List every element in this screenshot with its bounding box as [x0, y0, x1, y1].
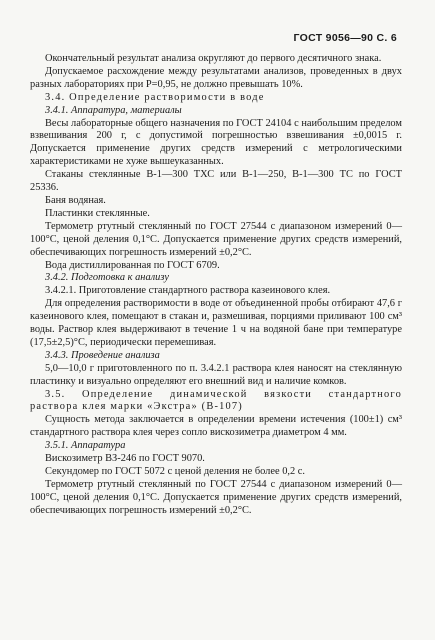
document-body — [30, 53, 402, 518]
paragraph: Окончательный результат анализа округляют до первого десятичного знака. — [45, 53, 382, 64]
page-header: ГОСТ 9056—90 С. 6 — [293, 32, 397, 44]
paragraph: Сущность метода заключается в определении времени истечения (100±1) см³ стандартного раствора клея через сопло вискозиметра диаметром 4 мм. — [30, 414, 402, 439]
paragraph: Для определения растворимости в воде от объединенной пробы отбирают 47,6 г казеинового клея, помещают в стакан и, размешивая, порциями приливают 100 см³ воды. Раствор клея выдерживают в течение 1 ч на водяной бане при температуре (17,5±2,5)°С, периодически перемешивая. — [30, 298, 402, 348]
paragraph: Термометр ртутный стеклянный по ГОСТ 27544 с диапазоном измерений 0—100°С, ценой деления 0,1°С. Допускается применение других средств измерений, обеспечивающих погрешность измерений ±0,2°С. — [30, 220, 402, 258]
paragraph: Вискозиметр ВЗ-246 по ГОСТ 9070. — [45, 453, 205, 465]
subsection-heading: 3.4.1. Аппаратура, материалы — [45, 104, 182, 116]
paragraph: Вода дистиллированная по ГОСТ 6709. — [45, 259, 220, 271]
paragraph: Термометр ртутный стеклянный по ГОСТ 27544 с диапазоном измерений 0—100°С, ценой деления 0,1°С. Допускается применение других средств измерений, обеспечивающих погрешность измерений ±0,2°С. — [30, 478, 402, 516]
paragraph: Секундомер по ГОСТ 5072 с ценой деления не более 0,2 с. — [45, 466, 305, 477]
subsection-heading: 3.4.3. Проведение анализа — [45, 349, 160, 361]
section-heading: 3.5. Определение динамической вязкости стандартного раствора клея марки «Экстра» (В-107) — [30, 388, 402, 413]
paragraph: 3.4.2.1. Приготовление стандартного раствора казеинового клея. — [45, 285, 331, 297]
subsection-heading: 3.4.2. Подготовка к анализу — [45, 272, 169, 284]
paragraph: 5,0—10,0 г приготовленного по п. 3.4.2.1 раствора клея наносят на стеклянную пластинку и визуально определяют его внешний вид и наличие комков. — [30, 362, 402, 387]
section-heading: 3.4. Определение растворимости в воде — [45, 91, 265, 103]
paragraph: Весы лабораторные общего назначения по ГОСТ 24104 с наибольшим пределом взвешивания 200 г, с допустимой погрешностью взвешивания ±0,0015 г. Допускается применение других средств измерений с метрологическими характеристиками не хуже вышеуказанных. — [30, 117, 402, 168]
paragraph: Допускаемое расхождение между результатами анализов, проведенных в двух разных лабораториях при P=0,95, не должно превышать 10%. — [30, 65, 402, 90]
paragraph: Стаканы стеклянные В-1—300 ТХС или В-1—250, В-1—300 ТС по ГОСТ 25336. — [30, 169, 402, 194]
subsection-heading: 3.5.1. Аппаратура — [45, 440, 126, 452]
paragraph: Баня водяная. — [45, 194, 106, 206]
paragraph: Пластинки стеклянные. — [45, 207, 150, 219]
